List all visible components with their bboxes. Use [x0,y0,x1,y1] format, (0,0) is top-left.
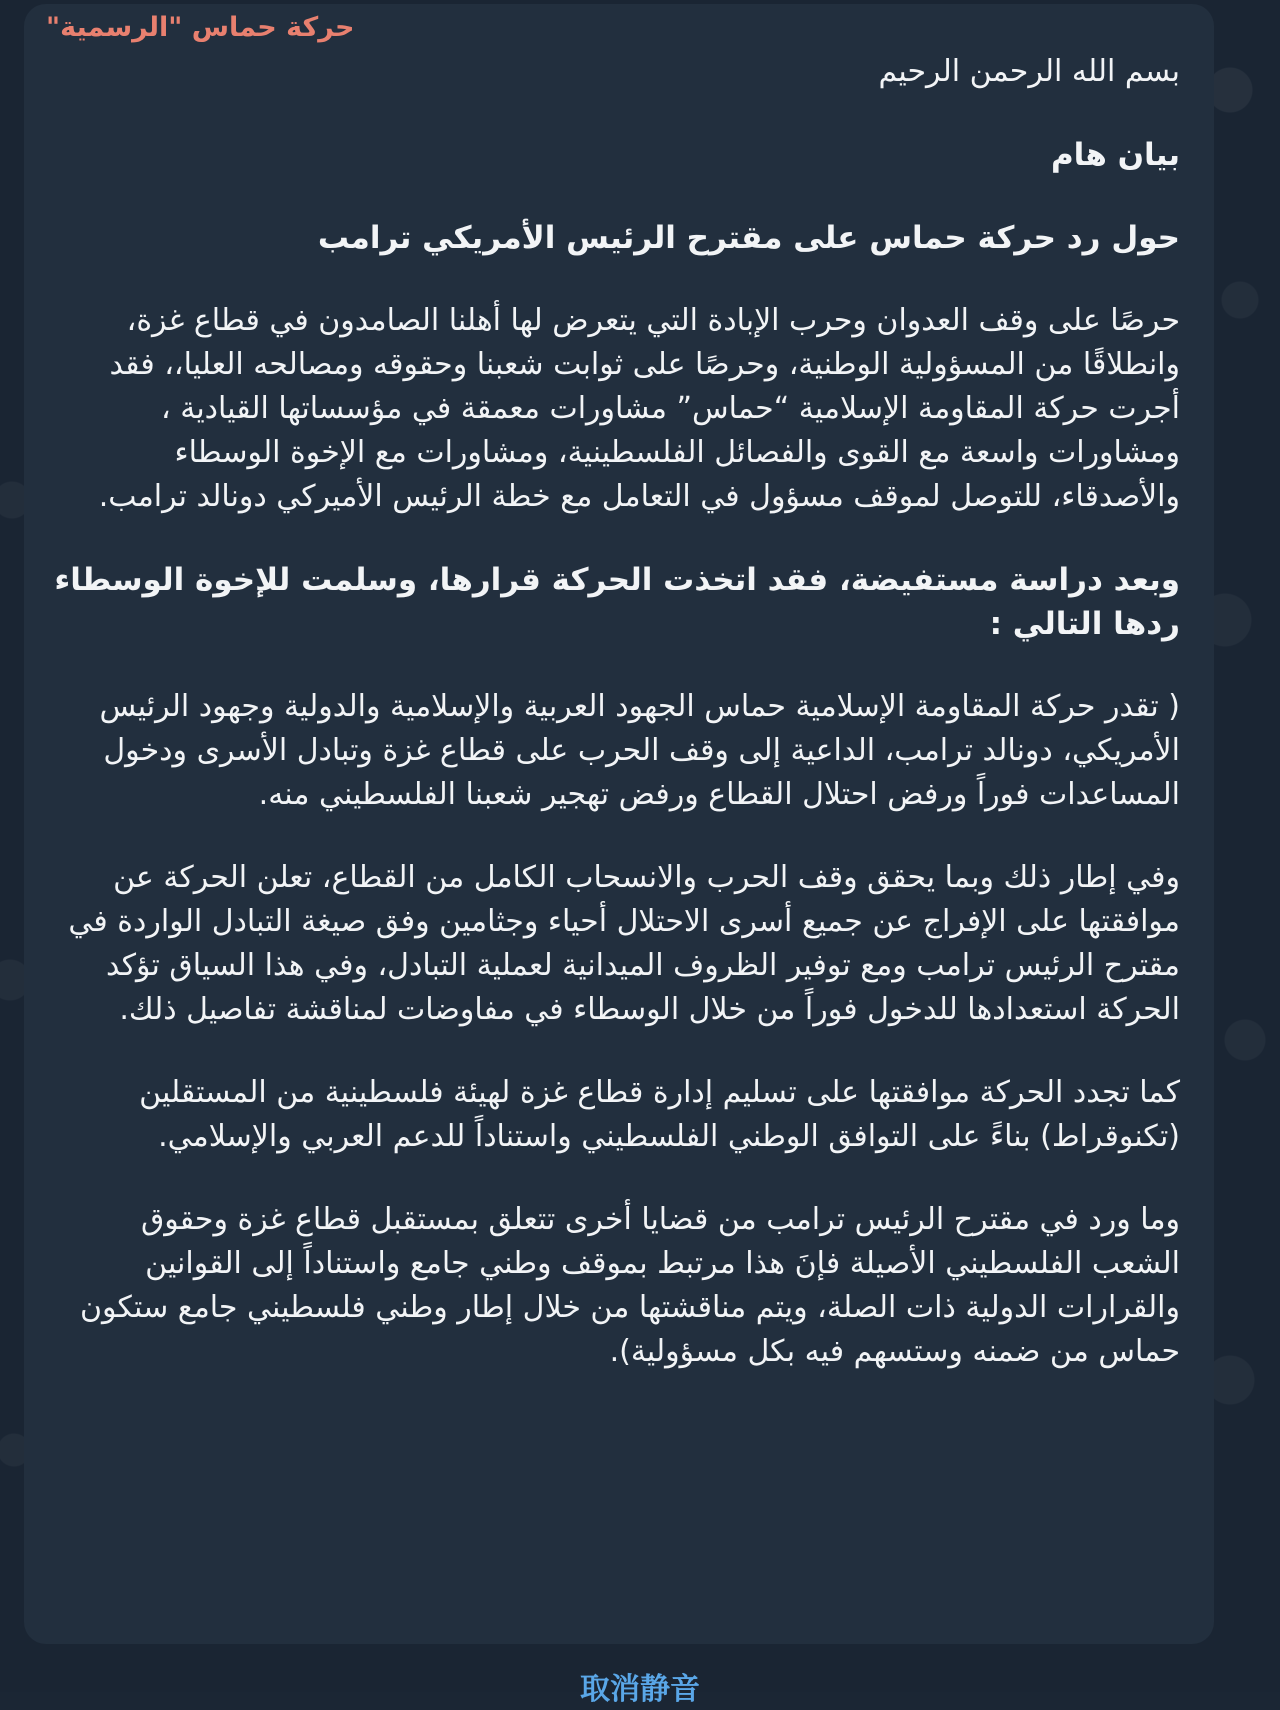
sender-name[interactable]: حركة حماس "الرسمية" [46,12,355,43]
statement-subtitle: حول رد حركة حماس على مقترح الرئيس الأمريكي ترامب [317,220,1180,256]
message-text [52,50,1180,1413]
paragraph-intro: حرصًا على وقف العدوان وحرب الإبادة التي يتعرض لها أهلنا الصامدون في قطاع غزة، وانطلاقًا من المسؤولية الوطنية، وحرصًا على ثوابت شعبنا وحقوقه ومصالحه العليا،، فقد أجرت حركة المقاومة الإسلامية “حماس” مشاورات معمقة في مؤسساتها القيادية ، ومشاورات واسعة مع القوى والفصائل الفلسطينية، ومشاورات مع الإخوة الوسطاء والأصدقاء، للتوصل لموقف مسؤول في التعامل مع خطة الرئيس الأميركي دونالد ترامب. [98,303,1180,514]
paragraph-appreciation: ( تقدر حركة المقاومة الإسلامية حماس الجهود العربية والإسلامية والدولية وجهود الرئيس الأمريكي، دونالد ترامب، الداعية إلى وقف الحرب على قطاع غزة وتبادل الأسرى ودخول المساعدات فوراً ورفض احتلال القطاع ورفض تهجير شعبنا الفلسطيني منه. [99,689,1180,812]
basmala: بسم الله الرحمن الرحيم [878,54,1180,89]
paragraph-other-issues: وما ورد في مقترح الرئيس ترامب من قضايا أخرى تتعلق بمستقبل قطاع غزة وحقوق الشعب الفلسطيني الأصيلة فإنَ هذا مرتبط بموقف وطني جامع واستناداً إلى القوانين والقرارات الدولية ذات الصلة، ويتم مناقشتها من خلال إطار وطني فلسطيني جامع ستكون حماس من ضمنه وستسهم فيه بكل مسؤولية). [79,1202,1180,1369]
decision-paragraph: وبعد دراسة مستفيضة، فقد اتخذت الحركة قرارها، وسلمت للإخوة الوسطاء ردها التالي : [54,562,1180,642]
scrollbar[interactable] [1240,0,1280,1692]
paragraph-prisoners: وفي إطار ذلك وبما يحقق وقف الحرب والانسحاب الكامل من القطاع، تعلن الحركة عن موافقتها على الإفراج عن جميع أسرى الاحتلال أحياء وجثامين وفق صيغة التبادل الواردة في مقترح الرئيس ترامب ومع توفير الظروف الميدانية لعملية التبادل، وفي هذا السياق تؤكد الحركة استعدادها للدخول فوراً من خلال الوسطاء في مفاوضات لمناقشة تفاصيل ذلك. [68,860,1180,1027]
paragraph-administration: كما تجدد الحركة موافقتها على تسليم إدارة قطاع غزة لهيئة فلسطينية من المستقلين (تكنوقراط) بناءً على التوافق الوطني الفلسطيني واستناداً للدعم العربي والإسلامي. [139,1075,1180,1154]
statement-title: بيان هام [1050,137,1180,173]
unmute-button[interactable]: 取消静音 [580,1672,700,1707]
